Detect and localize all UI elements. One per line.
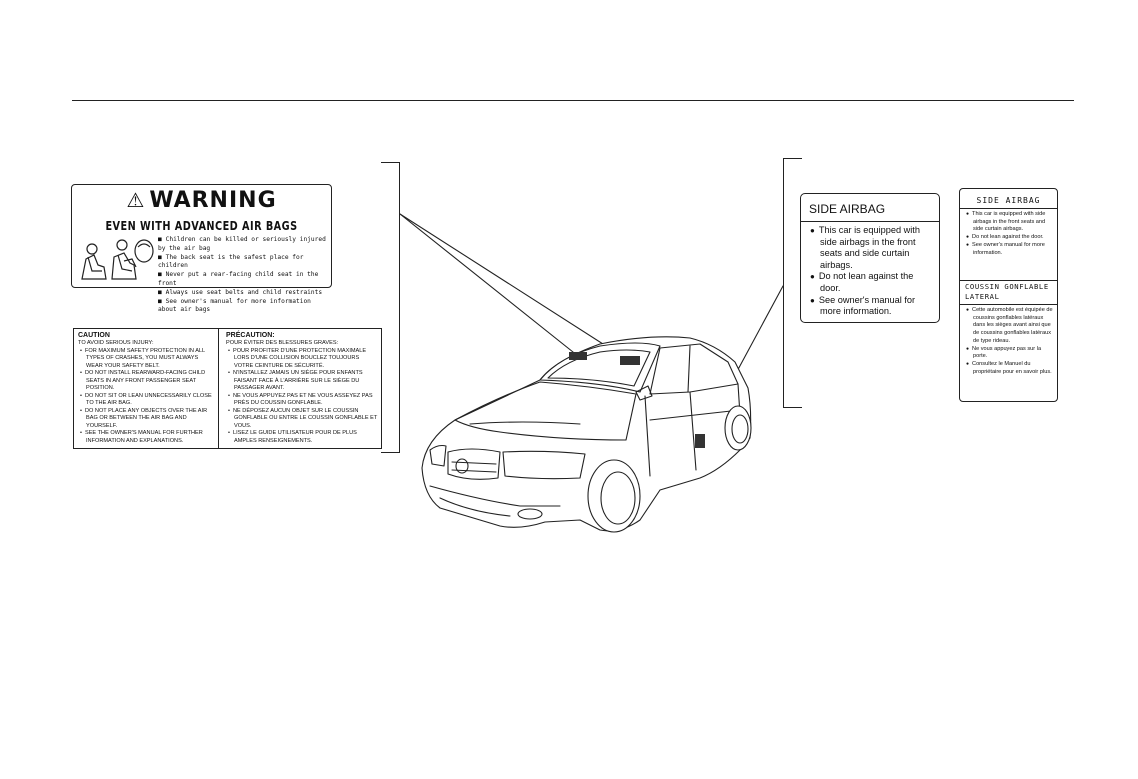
pointer-line-dashboard — [400, 214, 578, 356]
door-label-marker — [695, 434, 705, 448]
side-airbag-fr-item: ● Cette automobile est équipée de coussins gonflables latéraux dans les sièges avant ainsi que de coussins gonflables latéraux de type rideau. — [965, 307, 1055, 346]
side-airbag-item: ● This car is equipped with side airbags in the front seats and side curtain airbags. — [809, 225, 933, 271]
precaution-subheading: POUR ÉVITER DES BLESSURES GRAVES: — [226, 340, 339, 346]
side-airbag-fr-title-line: COUSSIN GONFLABLE — [965, 282, 1049, 291]
side-airbag-en-title: SIDE AIRBAG — [976, 196, 1041, 205]
caution-item: • DO NOT PLACE ANY OBJECTS OVER THE AIR BAG OR BETWEEN THE AIR BAG AND YOURSELF. — [78, 408, 216, 431]
warning-item: ■ Never put a rear-facing child seat in the front — [158, 271, 331, 289]
dashboard-label-marker-right — [620, 356, 640, 365]
warning-subtitle: EVEN WITH ADVANCED AIR BAGS — [105, 219, 298, 233]
precaution-heading: PRÉCAUTION: — [226, 332, 275, 339]
warning-item: ■ Always use seat belts and child restraints — [158, 289, 331, 298]
side-airbag-fr-item: ● Consultez le Manuel du propriétaire pour en savoir plus. — [965, 361, 1055, 376]
side-airbag-title: SIDE AIRBAG — [809, 202, 886, 216]
caution-item: • SEE THE OWNER'S MANUAL FOR FURTHER INFORMATION AND EXPLANATIONS. — [78, 430, 216, 445]
pointer-line-dashboard-right — [400, 214, 628, 360]
side-airbag-fr-item: ● Ne vous appuyez pas sur la porte. — [965, 346, 1055, 361]
warning-item: ■ The back seat is the safest place for children — [158, 254, 331, 272]
caution-item: • DO NOT INSTALL REARWARD-FACING CHILD SEATS IN ANY FRONT PASSENGER SEAT POSITION. — [78, 370, 216, 393]
side-airbag-fr-title-line: LATERAL — [965, 292, 1000, 301]
precaution-item: • N'INSTALLEZ JAMAIS UN SIÈGE POUR ENFANTS FAISANT FACE À L'ARRIÈRE SUR LE SIÈGE DU PASSAGER AVANT. — [226, 370, 380, 393]
dashboard-label-marker-left — [569, 352, 587, 360]
caution-item: • DO NOT SIT OR LEAN UNNECESSARILY CLOSE TO THE AIR BAG. — [78, 393, 216, 408]
caution-heading: CAUTION — [78, 332, 110, 339]
side-airbag-item: ● See owner's manual for more information. — [809, 295, 933, 318]
precaution-item: • NE DÉPOSEZ AUCUN OBJET SUR LE COUSSIN GONFLABLE OU ENTRE LE COUSSIN GONFLABLE ET VOUS. — [226, 408, 380, 431]
side-airbag-en-item: ● Do not lean against the door. — [965, 234, 1055, 242]
warning-item: ■ Children can be killed or seriously injured by the air bag — [158, 236, 331, 254]
precaution-item: • LISEZ LE GUIDE UTILISATEUR POUR DE PLUS AMPLES RENSEIGNEMENTS. — [226, 430, 380, 445]
warning-title-text: WARNING — [149, 188, 277, 213]
caution-subheading: TO AVOID SERIOUS INJURY: — [78, 340, 154, 346]
side-airbag-en-item: ● This car is equipped with side airbags in the front seats and side curtain airbags. — [965, 211, 1055, 234]
precaution-item: • NE VOUS APPUYEZ PAS ET NE VOUS ASSEYEZ PAS PRÈS DU COUSSIN GONFLABLE. — [226, 393, 380, 408]
side-airbag-item: ● Do not lean against the door. — [809, 271, 933, 294]
warning-item: ■ See owner's manual for more information about air bags — [158, 298, 331, 316]
precaution-item: • POUR PROFITER D'UNE PROTECTION MAXIMALE LORS D'UNE COLLISION BOUCLEZ TOUJOURS VOTRE CEINTURE DE SÉCURITÉ. — [226, 348, 380, 371]
warning-triangle-icon: ⚠ — [126, 188, 146, 212]
caution-item: • FOR MAXIMUM SAFETY PROTECTION IN ALL TYPES OF CRASHES, YOU MUST ALWAYS WEAR YOUR SAFETY BELT. — [78, 348, 216, 371]
side-airbag-en-item: ● See owner's manual for more information. — [965, 242, 1055, 257]
